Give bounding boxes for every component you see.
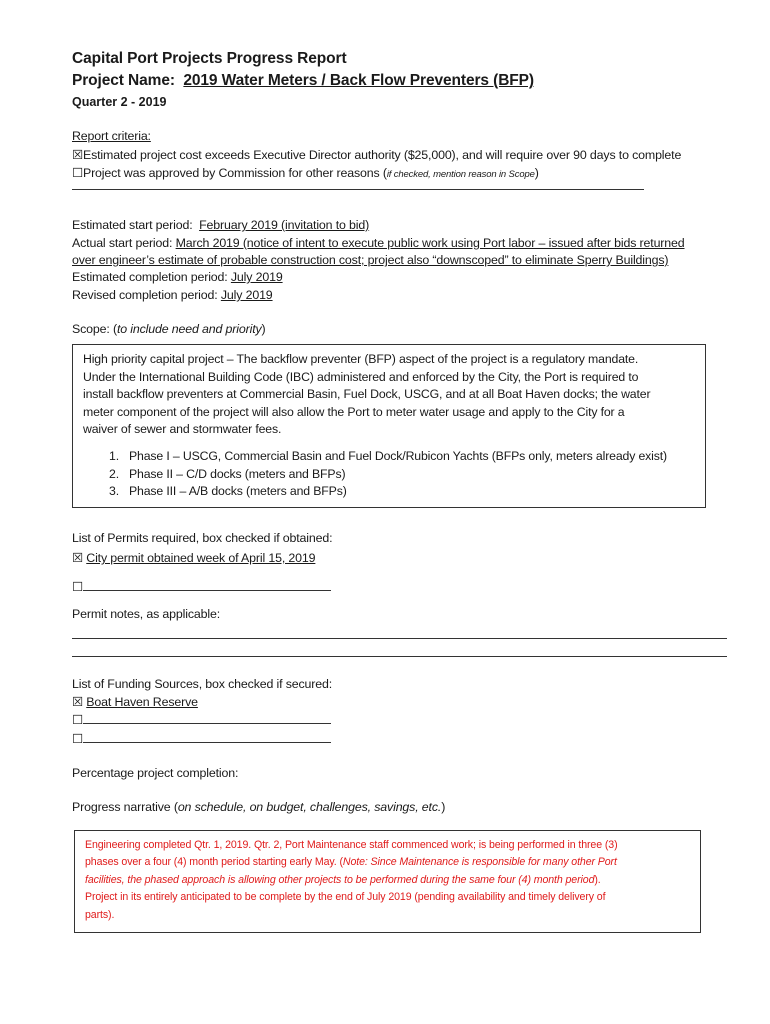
scope-line: meter component of the project will also allow the Port to meter water usage and apply to the City for a [83, 404, 625, 419]
scope-label-note: to include need and priority [116, 322, 262, 336]
project-name-value: 2019 Water Meters / Back Flow Preventers (BFP) [183, 72, 534, 89]
project-name-line [72, 72, 534, 90]
checked-box-icon[interactable]: ☒ [72, 551, 83, 565]
criteria-item-cost [72, 147, 681, 162]
project-name-label: Project Name: [72, 72, 175, 89]
checked-box-icon[interactable]: ☒ [72, 695, 83, 709]
narrative-box [74, 830, 701, 933]
blank-line[interactable] [83, 581, 331, 591]
act-start-row [72, 236, 685, 250]
narrative-text [85, 837, 618, 924]
scope-label [72, 322, 266, 336]
est-start-value: February 2019 (invitation to bid) [199, 218, 370, 232]
blank-line[interactable] [83, 714, 331, 724]
est-start-row [72, 218, 369, 232]
narrative-label-text: Progress narrative ( [72, 800, 178, 814]
narrative-line: Engineering completed Qtr. 1, 2019. Qtr. 2, Port Maintenance staff commenced work; is being performed in three (3) [85, 839, 618, 851]
phase-text: Phase III – A/B docks (meters and BFPs) [129, 484, 347, 499]
narrative-line: Project in its entirely anticipated to be complete by the end of July 2019 (pending availability and timely delivery of [85, 891, 606, 904]
narrative-line: parts). [85, 908, 115, 921]
est-completion-row [72, 270, 283, 284]
scope-description [83, 351, 650, 439]
permit-notes-line[interactable] [72, 638, 727, 639]
phase-item [83, 483, 667, 501]
scope-line: waiver of sewer and stormwater fees. [83, 422, 282, 437]
phase-list [83, 448, 667, 501]
scope-line: Under the International Building Code (IBC) administered and enforced by the City, the Port is required to [83, 369, 639, 384]
unchecked-box-icon[interactable]: ☐ [72, 732, 83, 746]
phase-item [83, 466, 667, 484]
phase-text: Phase II – C/D docks (meters and BFPs) [129, 466, 346, 481]
percent-completion-label: Percentage project completion: [72, 766, 239, 780]
unchecked-box-icon[interactable]: ☐ [72, 580, 83, 594]
report-title: Capital Port Projects Progress Report [72, 50, 347, 67]
phase-item [83, 448, 667, 466]
narrative-label [72, 800, 445, 814]
criteria-divider [72, 189, 644, 190]
act-start-label: Actual start period: [72, 236, 173, 250]
phase-number: 2. [109, 466, 119, 481]
scope-box [72, 344, 706, 508]
criteria-item-commission [72, 165, 539, 180]
narrative-note-part: Note: Since Maintenance is responsible for many other Port [342, 856, 617, 869]
narrative-note-part: facilities, the phased approach is allowing other projects to be performed during the same four (4) month period [85, 873, 595, 886]
narrative-text-part: ). [594, 873, 601, 886]
rev-completion-label: Revised completion period: [72, 288, 218, 302]
unchecked-box-icon[interactable]: ☐ [72, 166, 83, 180]
phase-number: 3. [109, 484, 119, 499]
funding-item-blank [72, 731, 331, 746]
funding-item-boat-haven [72, 694, 198, 709]
unchecked-box-icon[interactable]: ☐ [72, 713, 83, 727]
funding-item-blank [72, 712, 331, 727]
criteria-item-commission-text: Project was approved by Commission for other reasons ( [82, 166, 387, 180]
scope-line: install backflow preventers at Commercial Basin, Fuel Dock, USCG, and at all Boat Haven docks; the water [83, 387, 651, 402]
report-criteria-label: Report criteria: [72, 129, 151, 143]
narrative-line [85, 854, 618, 871]
permits-label: List of Permits required, box checked if obtained: [72, 531, 333, 545]
permit-item-blank [72, 579, 331, 594]
criteria-item-commission-note: if checked, mention reason in Scope [386, 169, 535, 180]
rev-completion-value: July 2019 [220, 288, 273, 302]
scope-label-close: ) [261, 322, 266, 336]
funding-item-boat-haven-text: Boat Haven Reserve [86, 695, 198, 709]
phase-text: Phase I – USCG, Commercial Basin and Fuel Dock/Rubicon Yachts (BFPs only, meters already exist) [129, 449, 667, 463]
act-start-value-cont: over engineer’s estimate of probable construction cost; project also “downscoped” to eliminate Sperry Buildings) [72, 253, 669, 267]
rev-completion-row [72, 288, 273, 302]
est-start-label: Estimated start period: [72, 218, 193, 232]
scope-label-text: Scope: ( [72, 322, 117, 336]
narrative-text-part: phases over a four (4) month period starting early May. ( [85, 856, 343, 869]
permit-notes-label: Permit notes, as applicable: [72, 607, 221, 621]
checked-box-icon[interactable]: ☒ [72, 148, 83, 162]
permit-item-city-text: City permit obtained week of April 15, 2019 [86, 551, 316, 565]
narrative-label-close: ) [441, 800, 446, 814]
quarter-label: Quarter 2 - 2019 [72, 95, 167, 109]
narrative-label-note: on schedule, on budget, challenges, savings, etc. [177, 800, 442, 814]
est-completion-label: Estimated completion period: [72, 270, 228, 284]
criteria-item-cost-text: Estimated project cost exceeds Executive Director authority ($25,000), and will require over 90 days to complete [82, 148, 682, 162]
act-start-value: March 2019 (notice of intent to execute public work using Port labor – issued after bids returned [175, 236, 685, 250]
narrative-line [85, 872, 618, 889]
permit-notes-line[interactable] [72, 656, 727, 657]
blank-line[interactable] [83, 733, 331, 743]
criteria-item-commission-close: ) [534, 166, 539, 180]
funding-label: List of Funding Sources, box checked if secured: [72, 677, 333, 691]
est-completion-value: July 2019 [230, 270, 283, 284]
permit-item-city [72, 550, 315, 565]
scope-line: High priority capital project – The backflow preventer (BFP) aspect of the project is a regulatory mandate. [83, 352, 639, 366]
phase-number: 1. [109, 449, 119, 463]
